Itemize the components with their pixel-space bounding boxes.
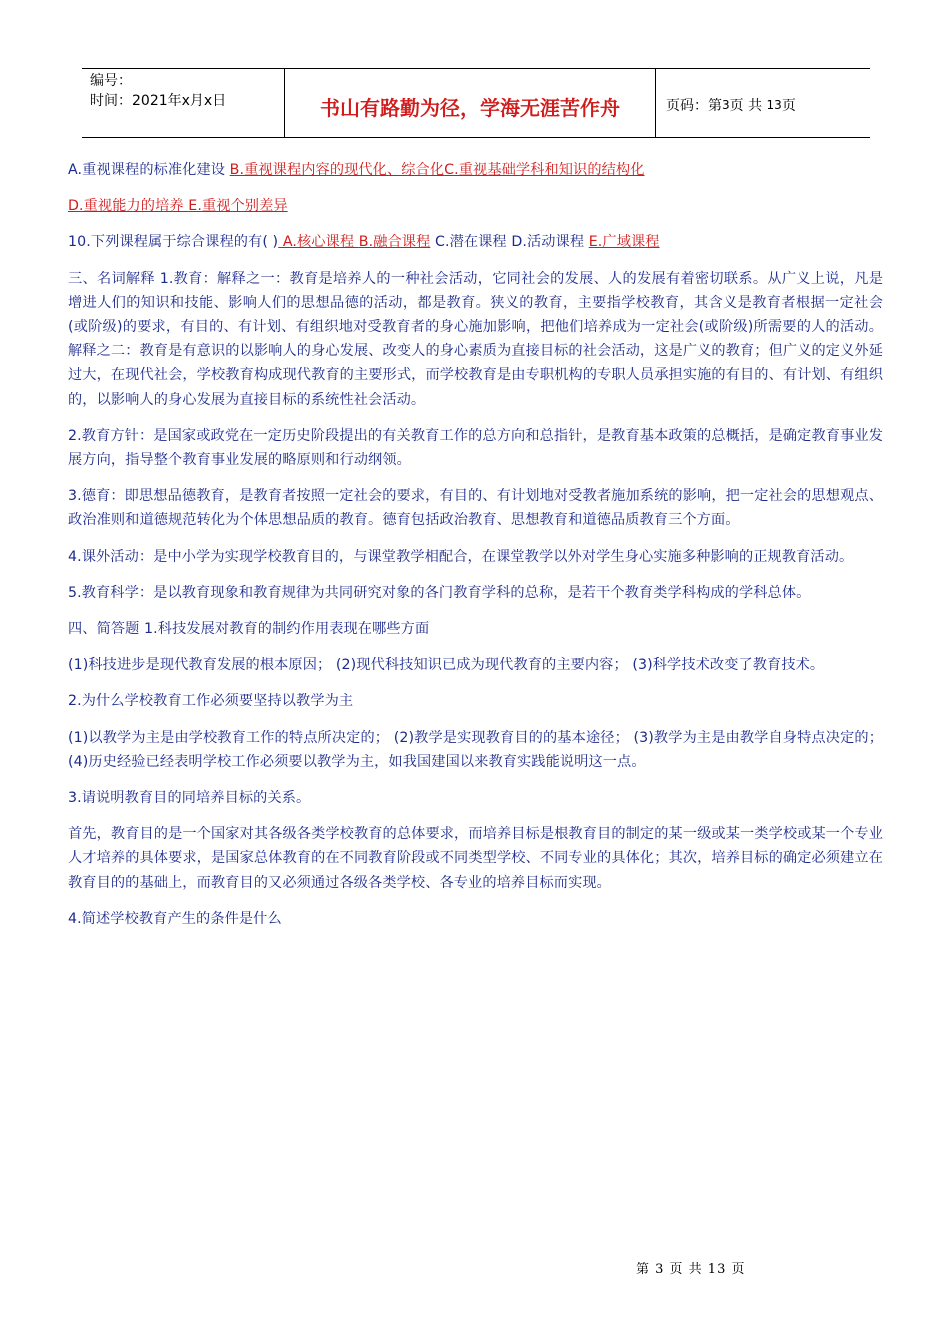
short-answer-2-answer: (1)以教学为主是由学校教育工作的特点所决定的； (2)教学是实现教育目的的基本途径； (3)教学为主是由教学自身特点决定的； (4)历史经验已经表明学校工作必须要以教学为主，如我国建国以来教育实践能说明这一点。 (68, 729, 883, 770)
option-a: A.重视课程的标准化建设 (68, 162, 230, 178)
page-suffix: 页 (781, 98, 796, 114)
option-line-1 (68, 158, 883, 182)
option-e-answer: E.重视个别差异 (188, 198, 288, 215)
option-line-2 (68, 194, 883, 218)
short-answer-3-question: 3.请说明教育目的同培养目标的关系。 (68, 790, 311, 807)
page-prefix: 页码：第 (666, 98, 722, 114)
short-answer-1-question: 四、简答题 1.科技发展对教育的制约作用表现在哪些方面 (68, 621, 430, 638)
definition-extracurricular: 4.课外活动：是中小学为实现学校教育目的，与课堂教学相配合，在课堂教学以外对学生身心实施多种影响的正规教育活动。 (68, 548, 854, 565)
definition-education-policy: 2.教育方针：是国家或政党在一定历史阶段提出的有关教育工作的总方向和总指针，是教育基本政策的总概括，是确定教育事业发展方向，指导整个教育事业发展的略原则和行动纲领。 (68, 427, 883, 469)
definition-education-science: 5.教育科学：是以教育现象和教育规律为共同研究对象的各门教育学科的总称，是若干个教育类学科构成的学科总体。 (68, 584, 811, 601)
document-body (68, 158, 883, 943)
q10-option-e-answer: E.广域课程 (588, 234, 660, 251)
option-d-answer: D.重视能力的培养 (68, 198, 189, 215)
option-c-answer: C.重视基础学科和知识的结构化 (444, 162, 645, 178)
option-b-answer: B.重视课程内容的现代化、综合化 (229, 162, 445, 178)
question-10 (68, 230, 883, 254)
definition-moral-education: 3.德育：即思想品德教育，是教育者按照一定社会的要求，有目的、有计划地对受教者施加系统的影响，把一定社会的思想观点、政治准则和道德规范转化为个体思想品质的教育。德育包括政治教育、思想教育和道德品质教育三个方面。 (68, 488, 883, 529)
question-10-stem: 10.下列课程属于综合课程的有( ) (68, 234, 279, 251)
short-answer-2-question: 2.为什么学校教育工作必须要坚持以教学为主 (68, 693, 354, 710)
short-answer-1-answer: (1)科技进步是现代教育发展的根本原因； (2)现代科技知识已成为现代教育的主要内容； (3)科学技术改变了教育技术。 (68, 657, 825, 674)
page-footer: 第 3 页 共 13 页 (636, 1262, 746, 1277)
q10-option-a-answer: A.核心课程 (278, 234, 359, 251)
page-mid: 页 共 (729, 98, 763, 114)
page-number: 3 (722, 98, 730, 112)
q10-option-b-answer: B.融合课程 (358, 234, 431, 251)
header-meta (82, 69, 284, 137)
header-motto: 书山有路勤为径，学海无涯苦作舟 (284, 69, 656, 137)
document-number-label: 编号： (90, 73, 132, 89)
short-answer-4-question: 4.简述学校教育产生的条件是什么 (68, 910, 282, 927)
q10-options-cd: C.潜在课程 D.活动课程 (430, 234, 589, 251)
page-header (82, 68, 870, 138)
definition-education: 三、名词解释 1.教育：解释之一：教育是培养人的一种社会活动，它同社会的发展、人的发展有着密切联系。从广义上说，凡是增进人们的知识和技能、影响人们的思想品德的活动，都是教育。狭义的教育，主要指学校教育，其含义是教育者根据一定社会(或阶级)的要求，有目的、有计划、有组织地对受教育者的身心施加影响，把他们培养成为一定社会(或阶级)所需要的人的活动。解释之二：教育是有意识的以影响人的身心发展、改变人的身心素质为直接目标的社会活动，这是广义的教育；但广义的定义外延过大，在现代社会，学校教育构成现代教育的主要形式，而学校教育是由专职机构的专职人员承担实施的有目的、有计划、有组织的，以影响人的身心发展为直接目标的系统性社会活动。 (68, 270, 883, 408)
header-page-info (656, 69, 870, 137)
short-answer-3-answer: 首先，教育目的是一个国家对其各级各类学校教育的总体要求，而培养目标是根教育目的制定的某一级或某一类学校或某一个专业人才培养的具体要求，是国家总体教育的在不同教育阶段或不同类型学校、不同专业的具体化；其次，培养目标的确定必须建立在教育目的的基础上，而教育目的又必须通过各级各类学校、各专业的培养目标而实现。 (68, 826, 883, 891)
document-time-label: 时间：2021年x月x日 (90, 93, 227, 109)
page-total: 13 (766, 98, 782, 112)
